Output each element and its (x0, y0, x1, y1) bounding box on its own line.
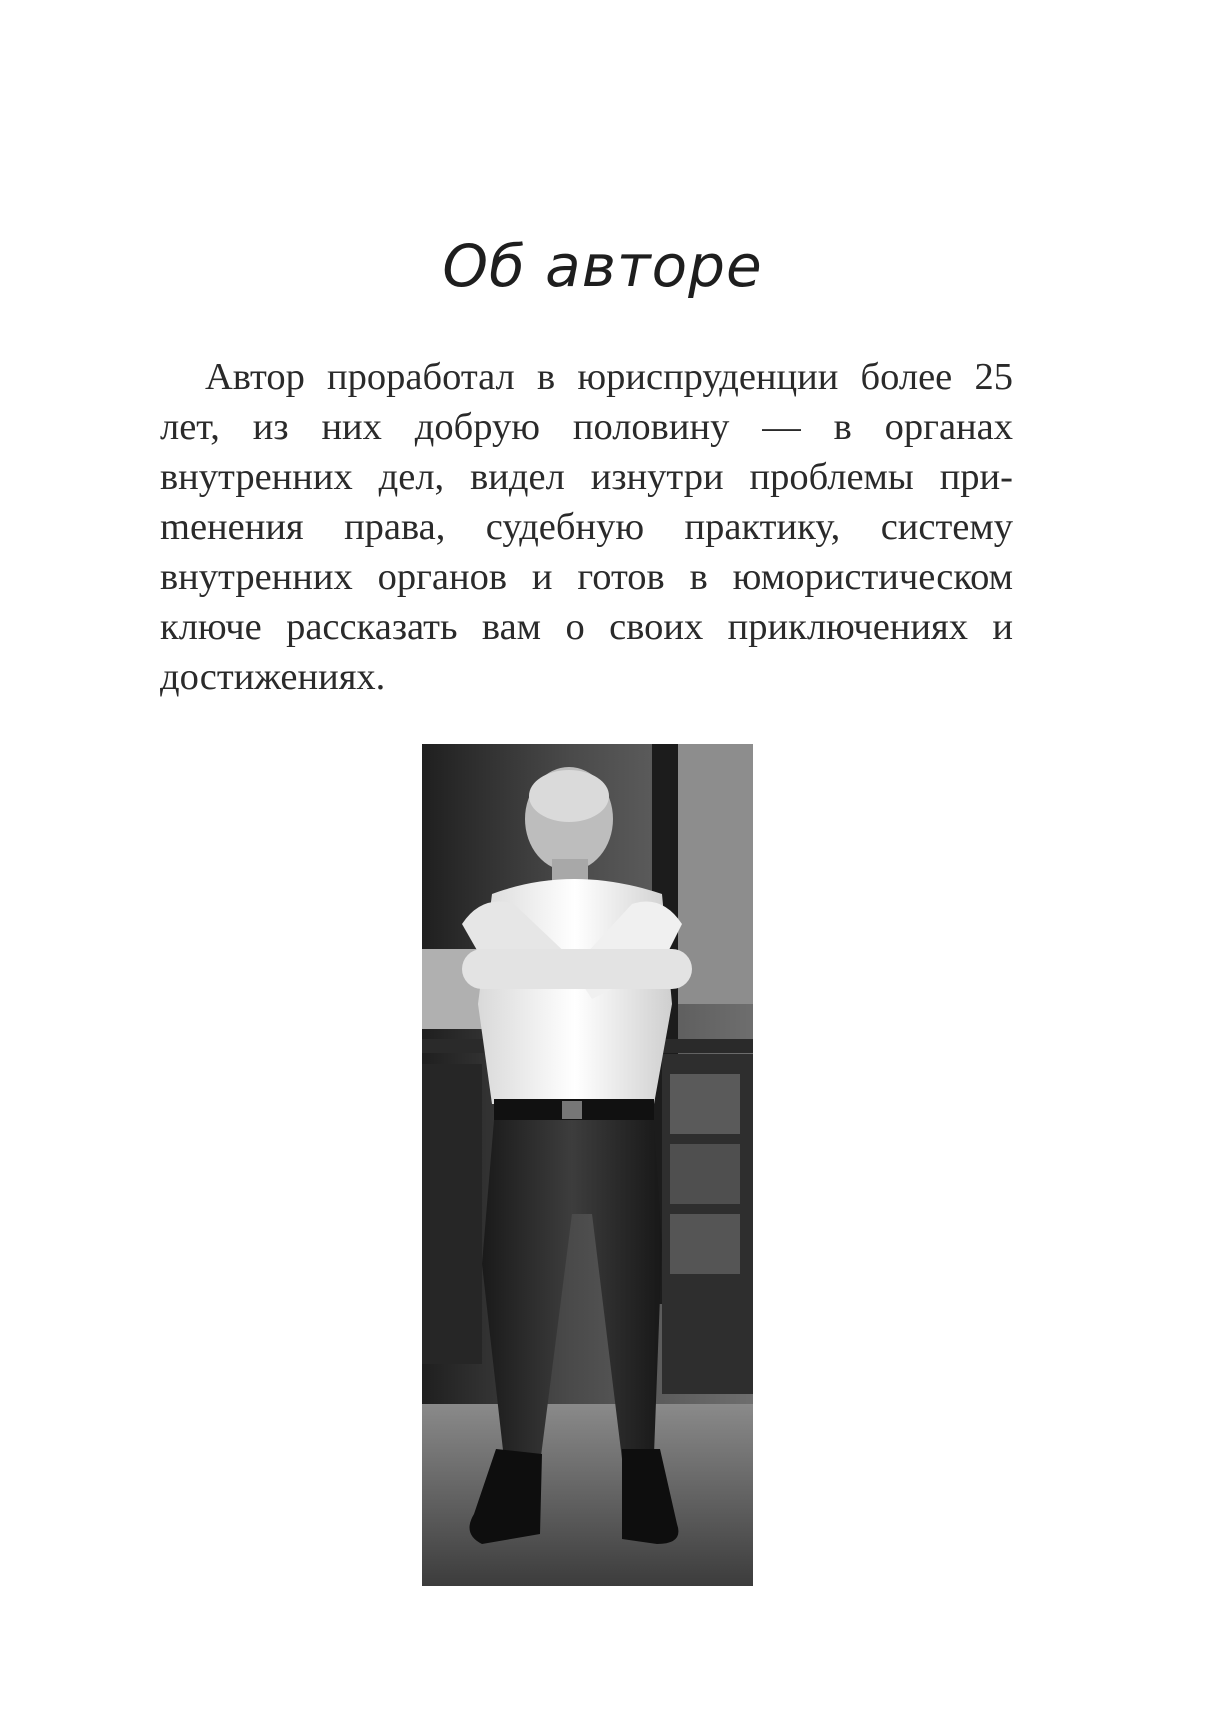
about-author-paragraph: Автор проработал в юриспруденции более 25 лет, из них добрую половину — в органах внутренних дел, видел изнутри проблемы приmенения права, судебную практику, систему внутренних органов и готов в юмористическом ключе рассказать вам о своих приключениях и достижениях. (160, 356, 1013, 698)
author-photo (422, 744, 753, 1586)
page-title: Об авторе (442, 232, 763, 300)
